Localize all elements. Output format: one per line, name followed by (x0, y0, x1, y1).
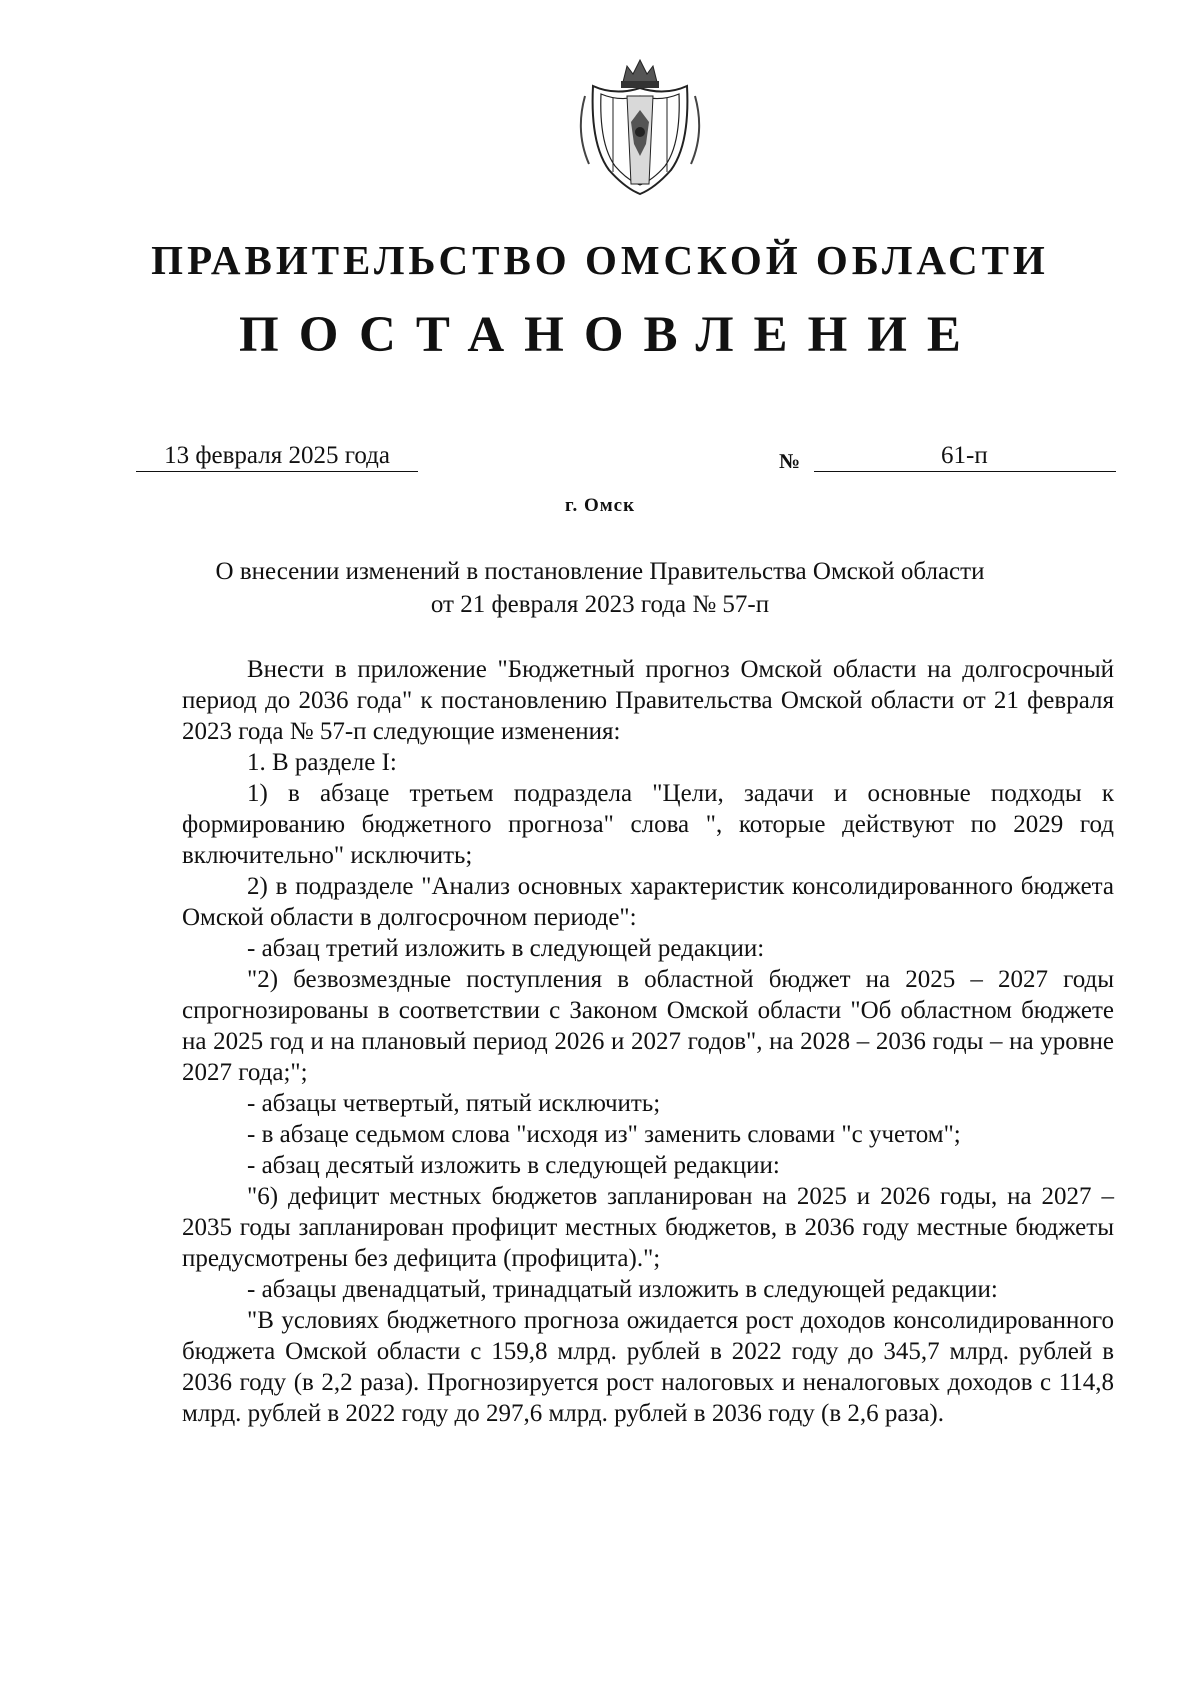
body-paragraph: "В условиях бюджетного прогноза ожидается рост доходов консолидированного бюджета Омской области с 159,8 млрд. рублей в 2022 году до 345,7 млрд. рублей в 2036 году (в 2,2 раза). Прогнозируется рост налоговых и неналоговых доходов с 114,8 млрд. рублей в 2022 году до 297,6 млрд. рублей в 2036 году (в 2,6 раза). (182, 1307, 1114, 1427)
subject-line-2: от 21 февраля 2023 года № 57-п (430, 591, 770, 618)
body-paragraph: - абзацы четвертый, пятый исключить; (247, 1090, 661, 1117)
body-paragraph: - абзац десятый изложить в следующей редакции: (247, 1152, 780, 1179)
document-number-field (814, 441, 1116, 472)
document-subject (150, 555, 1050, 621)
body-paragraph: "2) безвозмездные поступления в областной бюджет на 2025 – 2027 годы спрогнозированы в соответствии с Законом Омской области "Об областном бюджете на 2025 год и на плановый период 2026 и 2027 годов", на 2028 – 2036 годы – на уровне 2027 года;"; (182, 966, 1114, 1086)
body-paragraph: 1) в абзаце третьем подраздела "Цели, задачи и основные подходы к формированию бюджетного прогноза" слова ", которые действуют по 2029 год включительно" исключить; (182, 780, 1114, 869)
document-type-heading: ПОСТАНОВЛЕНИЕ (239, 307, 981, 363)
city-label: г. Омск (564, 495, 636, 516)
document-number: 61-п (941, 442, 988, 469)
omsk-coat-of-arms-emblem (565, 52, 715, 202)
body-paragraph: "6) дефицит местных бюджетов запланирован на 2025 и 2026 годы, на 2027 – 2035 годы запланирован профицит местных бюджетов, в 2036 году местные бюджеты предусмотрены без дефицита (профицита)."; (182, 1183, 1114, 1272)
body-paragraph: - в абзаце седьмом слова "исходя из" заменить словами "с учетом"; (247, 1121, 961, 1148)
body-paragraph: - абзац третий изложить в следующей редакции: (247, 935, 765, 962)
government-name-heading: ПРАВИТЕЛЬСТВО ОМСКОЙ ОБЛАСТИ (151, 237, 1049, 283)
number-label: № (779, 449, 801, 473)
body-paragraph: - абзацы двенадцатый, тринадцатый изложить в следующей редакции: (247, 1276, 998, 1303)
body-paragraph: 1. В разделе I: (247, 749, 397, 776)
subject-line-1: О внесении изменений в постановление Правительства Омской области (215, 558, 985, 585)
body-paragraph: 2) в подразделе "Анализ основных характеристик консолидированного бюджета Омской области в долгосрочном периоде": (182, 873, 1114, 931)
body-paragraph: Внести в приложение "Бюджетный прогноз Омской области на долгосрочный период до 2036 года" к постановлению Правительства Омской области от 21 февраля 2023 года № 57-п следующие изменения: (182, 656, 1114, 745)
document-body (182, 654, 1114, 1429)
document-date: 13 февраля 2025 года (136, 441, 418, 472)
